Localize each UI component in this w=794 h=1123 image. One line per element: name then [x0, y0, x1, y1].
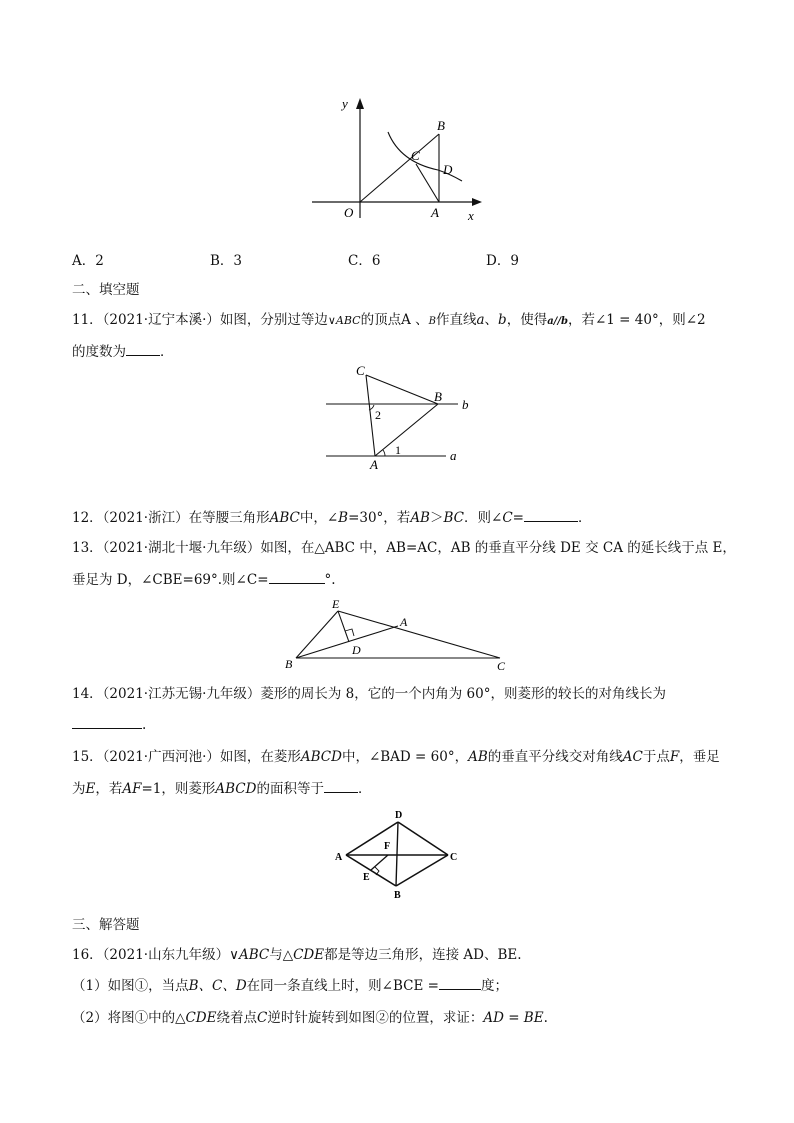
line-a-label: a: [450, 448, 457, 463]
point-a-label: A: [431, 205, 439, 220]
point-b-label: B: [285, 657, 293, 671]
question-15-line-2: 为E，若AF=1，则菱形ABCD的面积等于 ．: [72, 781, 372, 797]
line-b-label: b: [462, 397, 469, 412]
point-d-label: D: [443, 162, 453, 177]
point-d-label: D: [352, 643, 361, 657]
point-d-label: D: [395, 810, 403, 821]
point-c-label: C: [497, 659, 506, 672]
point-e-label: E: [363, 872, 370, 883]
point-a-label: A: [335, 852, 343, 863]
question-16-part-2: （2）将图①中的△CDE绕着点C逆时针旋转到如图②的位置，求证：AD = BE.: [72, 1010, 548, 1026]
angle-2-label: 2: [375, 408, 381, 422]
question-14-line-2: .: [72, 716, 146, 734]
question-11-line-2: 的度数为 ．: [72, 344, 174, 360]
point-f-label: F: [384, 841, 391, 852]
question-11-line-1: 11．（2021·辽宁本溪·）如图，分别过等边∨ABC的顶点A 、B作直线a、b，使得a//b，若∠1 = 40°，则∠2: [72, 312, 706, 328]
question-13-line-2: 垂足为 D，∠CBE=69°.则∠C= °.: [72, 572, 336, 588]
point-b-label: B: [437, 118, 445, 133]
question-16-line-1: 16．（2021·山东九年级）∨ABC与△CDE都是等边三角形，连接 AD、BE.: [72, 947, 522, 963]
point-a-label: A: [400, 615, 408, 629]
x-axis-label: x: [468, 208, 474, 223]
point-a-label: A: [370, 457, 378, 472]
option-b: B．3: [210, 253, 243, 269]
answer-blank[interactable]: [72, 716, 142, 729]
coordinate-figure: [300, 92, 490, 224]
question-16-part-1: （1）如图①，当点B、C、D在同一条直线上时，则∠BCE = 度；: [72, 978, 508, 994]
angle-1-label: 1: [395, 443, 401, 457]
answer-blank[interactable]: [524, 509, 578, 522]
answer-blank[interactable]: [439, 977, 481, 990]
point-c-label: C: [411, 148, 420, 163]
point-c-label: C: [356, 363, 365, 378]
answer-blank[interactable]: [269, 571, 325, 584]
point-b-label: B: [434, 389, 442, 404]
option-d: D．9: [486, 253, 519, 269]
y-axis-label: y: [342, 96, 348, 111]
option-a: A．2: [72, 253, 104, 269]
answer-blank[interactable]: [324, 780, 358, 793]
question-15-line-1: 15．（2021·广西河池·）如图，在菱形ABCD中，∠BAD = 60°，AB的垂直平分线交对角线AC于点F，垂足: [72, 749, 720, 765]
option-c: C．6: [348, 253, 381, 269]
rhombus-figure: [332, 808, 462, 900]
point-b-label: B: [394, 890, 401, 900]
section-fill-in-heading: 二、填空题: [72, 282, 140, 298]
triangle-perpendicular-bisector-figure: [280, 596, 516, 672]
question-14-line-1: 14．（2021·江苏无锡·九年级）菱形的周长为 8，它的一个内角为 60°，则菱形的较长的对角线长为: [72, 686, 666, 702]
section-answer-heading: 三、解答题: [72, 917, 140, 933]
point-o-label: O: [344, 205, 354, 220]
question-13-line-1: 13．（2021·湖北十堰·九年级）如图，在△ABC 中，AB=AC，AB 的垂直平分线 DE 交 CA 的延长线于点 E，: [72, 540, 736, 556]
question-12: 12．（2021·浙江）在等腰三角形ABC中，∠B=30°，若AB＞BC．则∠C= ．: [72, 510, 592, 526]
point-c-label: C: [450, 852, 458, 863]
answer-blank[interactable]: [126, 343, 160, 356]
parallel-lines-figure: [322, 362, 472, 472]
point-e-label: E: [332, 597, 340, 611]
